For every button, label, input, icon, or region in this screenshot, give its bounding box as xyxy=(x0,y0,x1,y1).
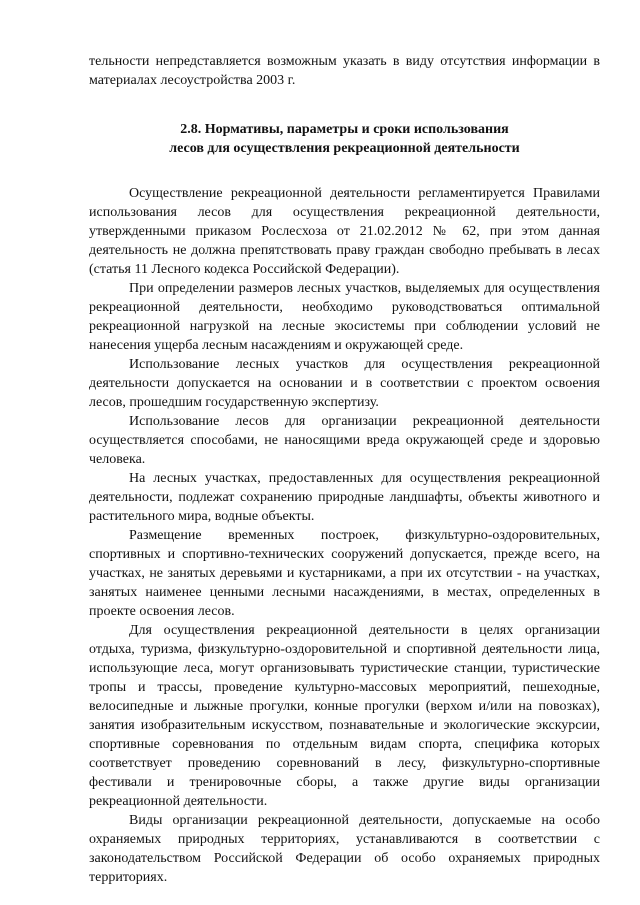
continued-paragraph: тельности непредставляется возможным указать в виду отсутствия информации в материалах лесоустройства 2003 г. xyxy=(89,54,600,88)
paragraph: При определении размеров лесных участков, выделяемых для осуществления рекреационной деятельности, необходимо руководствоваться оптимальной рекреационной нагрузкой на лесные экосистемы при соблюдении условий не нанесения ущерба лесным насаждениям и окружающей среде. xyxy=(89,281,600,353)
paragraph: Использование лесных участков для осуществления рекреационной деятельности допускается на основании и в соответствии с проектом освоения лесов, прошедшим государственную экспертизу. xyxy=(89,357,600,410)
section-title-line-2: лесов для осуществления рекреационной деятельности xyxy=(169,141,520,156)
paragraph: Для осуществления рекреационной деятельности в целях организации отдыха, туризма, физкультурно-оздоровительной и спортивной деятельности лица, использующие леса, могут организовывать туристические станции, туристические тропы и трассы, проведение культурно-массовых мероприятий, пешеходные, велосипедные и лыжные прогулки, конные прогулки (верхом и/или на повозках), занятия изобразительным искусством, познавательные и экологические экскурсии, спортивные соревнования по отдельным видам спорта, специфика которых соответствует проведению соревнований в лесу, физкультурно-спортивные фестивали и тренировочные сборы, а также другие виды организации рекреационной деятельности. xyxy=(89,623,600,809)
paragraph: Осуществление рекреационной деятельности регламентируется Правилами использования лесов для осуществления рекреационной деятельности, утвержденными приказом Рослесхоза от 21.02.2012 № 62, при этом данная деятельность не должна препятствовать праву граждан свободно пребывать в лесах (статья 11 Лесного кодекса Российской Федерации). xyxy=(89,186,600,277)
paragraph: Виды организации рекреационной деятельности, допускаемые на особо охраняемых природных территориях, устанавливаются в соответствии с законодательством Российской Федерации об особо охраняемых природных территориях. xyxy=(89,813,600,885)
section-title-line-1: 2.8. Нормативы, параметры и сроки использования xyxy=(180,122,509,137)
section-heading xyxy=(89,120,600,158)
paragraph: На лесных участках, предоставленных для осуществления рекреационной деятельности, подлежат сохранению природные ландшафты, объекты животного и растительного мира, водные объекты. xyxy=(89,471,600,524)
paragraph: Размещение временных построек, физкультурно-оздоровительных, спортивных и спортивно-технических сооружений допускается, прежде всего, на участках, не занятых деревьями и кустарниками, а при их отсутствии - на участках, занятых наименее ценными лесными насаждениями, в местах, определенных в проекте освоения лесов. xyxy=(89,528,600,619)
paragraph: Использование лесов для организации рекреационной деятельности осуществляется способами, не наносящими вреда окружающей среде и здоровью человека. xyxy=(89,414,600,467)
